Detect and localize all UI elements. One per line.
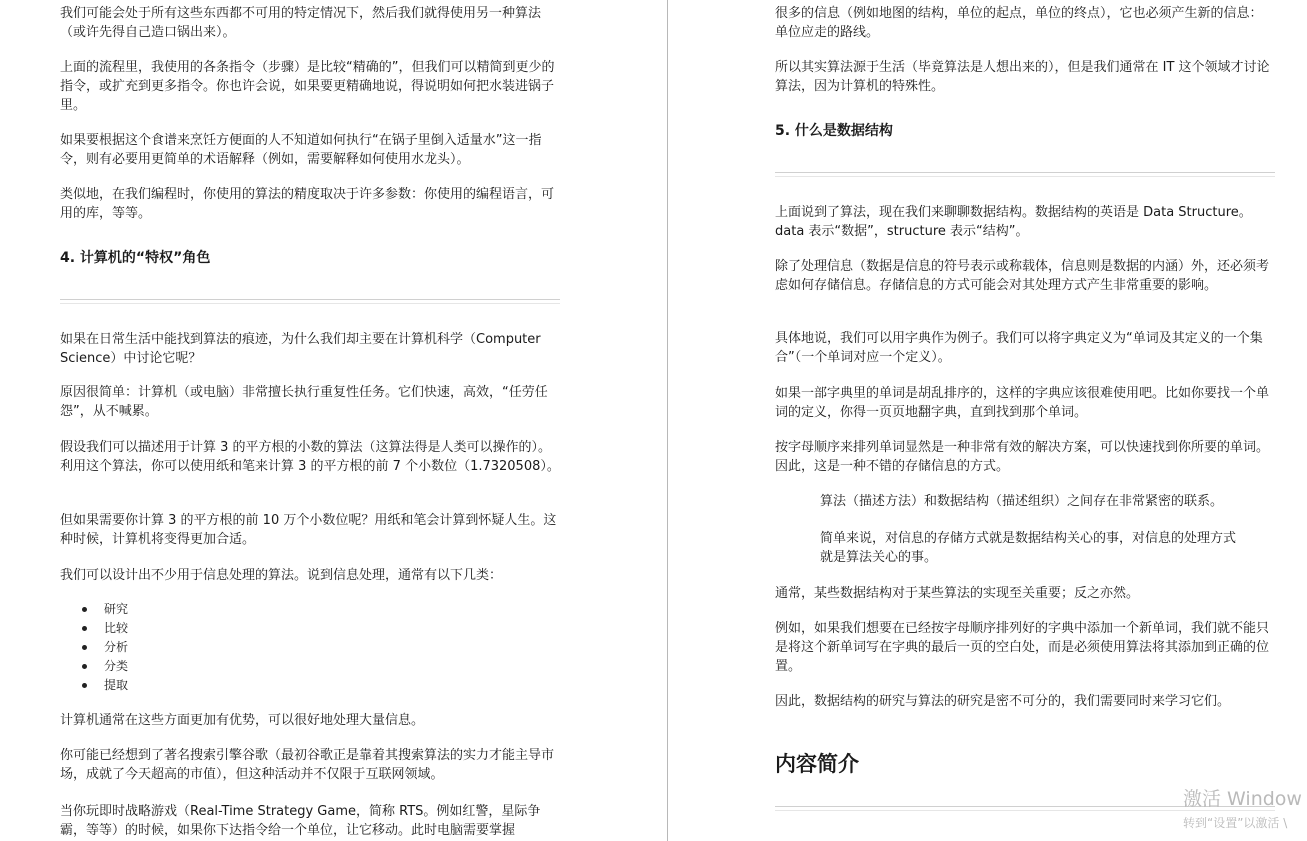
list-item: 分析 [82, 638, 128, 657]
paragraph: 除了处理信息（数据是信息的符号表示或称载体，信息则是数据的内涵）外，还必须考虑如何存储信息。存储信息的方式可能会对其处理方式产生非常重要的影响。 [775, 259, 1270, 293]
paragraph: 当你玩即时战略游戏（Real-Time Strategy Game，简称 RTS。例如红警，星际争霸，等等）的时候，如果你下达指令给一个单位，让它移动。此时电脑需要掌握 [60, 804, 541, 838]
section-heading-5: 5. 什么是数据结构 [775, 123, 893, 139]
paragraph: 上面的流程里，我使用的各条指令（步骤）是比较“精确的”，但我们可以精简到更少的指令，或扩充到更多指令。你也许会说，如果要更精确地说，得说明如何把水装进锅子里。 [60, 60, 555, 113]
paragraph: 具体地说，我们可以用字典作为例子。我们可以将字典定义为“单词及其定义的一个集合”（一个单词对应一个定义）。 [775, 331, 1263, 365]
paragraph: 类似地，在我们编程时，你使用的算法的精度取决于许多参数：你使用的编程语言，可用的库，等等。 [60, 187, 555, 221]
section-heading-4: 4. 计算机的“特权”角色 [60, 250, 211, 266]
right-page [669, 0, 1307, 841]
page-divider [667, 0, 668, 841]
paragraph: 原因很简单：计算机（或电脑）非常擅长执行重复性任务。它们快速，高效，“任劳任怨”，从不喊累。 [60, 385, 548, 419]
paragraph: 按字母顺序来排列单词显然是一种非常有效的解决方案，可以快速找到你所要的单词。因此，这是一种不错的存储信息的方式。 [775, 440, 1270, 474]
intro-heading: 内容简介 [775, 752, 859, 776]
paragraph: 所以其实算法源于生活（毕竟算法是人想出来的），但是我们通常在 IT 这个领域才讨论算法，因为计算机的特殊性。 [775, 60, 1270, 94]
paragraph: 但如果需要你计算 3 的平方根的前 10 万个小数位呢？用纸和笔会计算到怀疑人生。这种时候，计算机将变得更加合适。 [60, 513, 557, 547]
paragraph: 我们可能会处于所有这些东西都不可用的特定情况下，然后我们就得使用另一种算法（或许先得自己造口锅出来）。 [60, 6, 542, 40]
info-processing-list [82, 600, 128, 695]
paragraph: 如果一部字典里的单词是胡乱排序的，这样的字典应该很难使用吧。比如你要找一个单词的定义，你得一页页地翻字典，直到找到那个单词。 [775, 386, 1270, 420]
paragraph: 假设我们可以描述用于计算 3 的平方根的小数的算法（这算法得是人类可以操作的）。利用这个算法，你可以使用纸和笔来计算 3 的平方根的前 7 个小数位（1.7320508）。 [60, 440, 560, 474]
heading-rule [775, 172, 1275, 177]
list-item: 分类 [82, 657, 128, 676]
paragraph: 因此，数据结构的研究与算法的研究是密不可分的，我们需要同时来学习它们。 [775, 694, 1231, 709]
watermark-title: 激活 Window [1183, 788, 1302, 810]
paragraph: 例如，如果我们想要在已经按字母顺序排列好的字典中添加一个新单词，我们就不能只是将这个新单词写在字典的最后一页的空白处，而是必须使用算法将其添加到正确的位置。 [775, 621, 1270, 674]
paragraph: 如果在日常生活中能找到算法的痕迹，为什么我们却主要在计算机科学（Computer Science）中讨论它呢？ [60, 332, 541, 366]
list-item: 比较 [82, 619, 128, 638]
paragraph: 如果要根据这个食谱来烹饪方便面的人不知道如何执行“在锅子里倒入适量水”这一指令，则有必要用更简单的术语解释（例如，需要解释如何使用水龙头）。 [60, 133, 542, 167]
heading-rule [60, 299, 560, 304]
paragraph: 很多的信息（例如地图的结构，单位的起点，单位的终点），它也必须产生新的信息：单位应走的路线。 [775, 6, 1263, 40]
watermark-subtitle: 转到“设置”以激活 \ [1183, 816, 1288, 830]
paragraph: 你可能已经想到了著名搜索引擎谷歌（最初谷歌正是靠着其搜索算法的实力才能主导市场，成就了今天超高的市值），但这种活动并不仅限于互联网领域。 [60, 748, 555, 782]
paragraph: 通常，某些数据结构对于某些算法的实现至关重要；反之亦然。 [775, 586, 1140, 601]
blockquote-line: 简单来说，对信息的存储方式就是数据结构关心的事，对信息的处理方式就是算法关心的事。 [820, 531, 1237, 565]
list-item: 研究 [82, 600, 128, 619]
activation-watermark [1183, 787, 1307, 831]
list-item: 提取 [82, 676, 128, 695]
paragraph: 上面说到了算法，现在我们来聊聊数据结构。数据结构的英语是 Data Structure。data 表示“数据”，structure 表示“结构”。 [775, 205, 1252, 239]
blockquote-line: 算法（描述方法）和数据结构（描述组织）之间存在非常紧密的联系。 [820, 494, 1224, 509]
paragraph: 计算机通常在这些方面更加有优势，可以很好地处理大量信息。 [60, 713, 425, 728]
paragraph: 我们可以设计出不少用于信息处理的算法。说到信息处理，通常有以下几类： [60, 568, 503, 583]
